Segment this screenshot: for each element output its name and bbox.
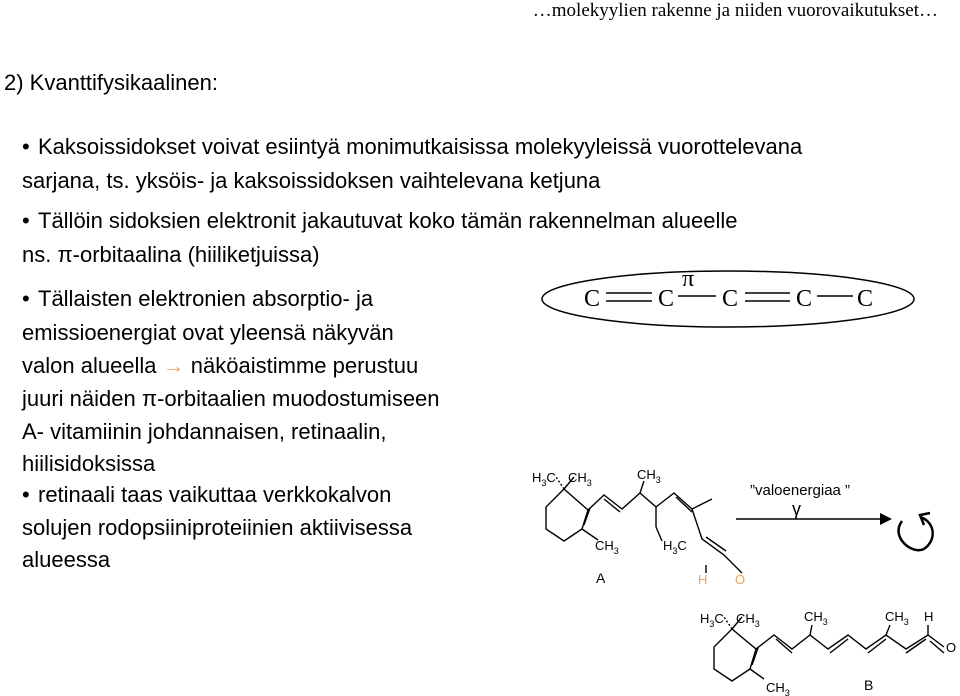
chain-atom-3: C bbox=[722, 286, 739, 312]
arrow-right-icon: → bbox=[162, 353, 185, 378]
bullet-2-line-1: • Tällöin sidoksien elektronit jakautuvat koko tämän rakennelman alueelle bbox=[22, 208, 738, 233]
arrow-right-icon bbox=[880, 513, 892, 525]
chain-atom-5: C bbox=[857, 286, 874, 312]
oxygen-label: O bbox=[946, 640, 957, 655]
retinal-structures bbox=[520, 455, 960, 696]
gamma-label: γ bbox=[792, 499, 801, 519]
bullet-3-line-5: A- vitamiinin johdannaisen, retinaalin, bbox=[22, 419, 387, 444]
chain-atom-2: C bbox=[658, 286, 675, 312]
bullet-3-line-1: • Tällaisten elektronien absorptio- ja bbox=[22, 286, 374, 311]
svg-text:CH3: $CH_3$ bbox=[766, 680, 790, 696]
chain-atom-1: C bbox=[584, 286, 601, 312]
svg-text:H3C: $H_3C$ bbox=[700, 611, 724, 629]
bullet-4-line-3: alueessa bbox=[22, 547, 111, 572]
chain-atom-4: C bbox=[796, 286, 813, 312]
bullet-3-line-2: emissioenergiat ovat yleensä näkyvän bbox=[22, 320, 394, 345]
bullet-dot: • bbox=[22, 286, 30, 311]
molecule-a-label: A bbox=[596, 570, 606, 586]
svg-text:CH3: $CH_3$ bbox=[595, 538, 619, 556]
svg-text:H3C: $H_3C$ bbox=[532, 470, 556, 488]
svg-text:CH3: $CH_3$ bbox=[568, 470, 592, 488]
energy-label: ”valoenergiaa ” bbox=[750, 482, 851, 499]
bullet-dot: • bbox=[22, 134, 30, 159]
bullet-2-line-2: ns. π-orbitaalina (hiiliketjuissa) bbox=[22, 242, 320, 267]
svg-text:CH3: $CH_3$ bbox=[637, 467, 661, 485]
bullet-4-line-2: solujen rodopsiiniproteiinien aktiivisessa bbox=[22, 515, 413, 540]
svg-text:CH3: $CH_3$ bbox=[885, 609, 909, 627]
molecule-b bbox=[700, 609, 956, 696]
pi-label: π bbox=[682, 268, 695, 292]
molecule-a bbox=[532, 467, 933, 587]
oxygen-label: O bbox=[735, 572, 746, 587]
bullet-1-line-2: sarjana, ts. yksöis- ja kaksoissidoksen vaihtelevana ketjuna bbox=[22, 168, 601, 193]
section-title: 2) Kvanttifysikaalinen: bbox=[4, 70, 218, 95]
hydrogen-label: H bbox=[924, 609, 934, 624]
bullet-3-line-6: hiilisidoksissa bbox=[22, 451, 156, 476]
bullet-3-line-4: juuri näiden π-orbitaalien muodostumiseen bbox=[22, 386, 440, 411]
bullet-dot: • bbox=[22, 482, 30, 507]
bullet-dot: • bbox=[22, 208, 30, 233]
svg-text:CH3: $CH_3$ bbox=[736, 611, 760, 629]
svg-text:CH3: $CH_3$ bbox=[804, 609, 828, 627]
hydrogen-label: H bbox=[698, 572, 708, 587]
bullet-3-line-3: valon alueella → näköaistimme perustuu bbox=[22, 353, 419, 378]
header-title: …molekyylien rakenne ja niiden vuorovaikutukset… bbox=[532, 0, 938, 21]
svg-text:H3C: $H_3C$ bbox=[663, 538, 687, 556]
molecule-b-label: B bbox=[864, 677, 874, 693]
pi-orbital-chain bbox=[540, 268, 916, 328]
bullet-1-line-1: • Kaksoissidokset voivat esiintyä monimutkaisissa molekyyleissä vuorottelevana bbox=[22, 134, 803, 159]
bullet-4-line-1: • retinaali taas vaikuttaa verkkokalvon bbox=[22, 482, 392, 507]
curved-arrow-icon bbox=[899, 513, 933, 550]
